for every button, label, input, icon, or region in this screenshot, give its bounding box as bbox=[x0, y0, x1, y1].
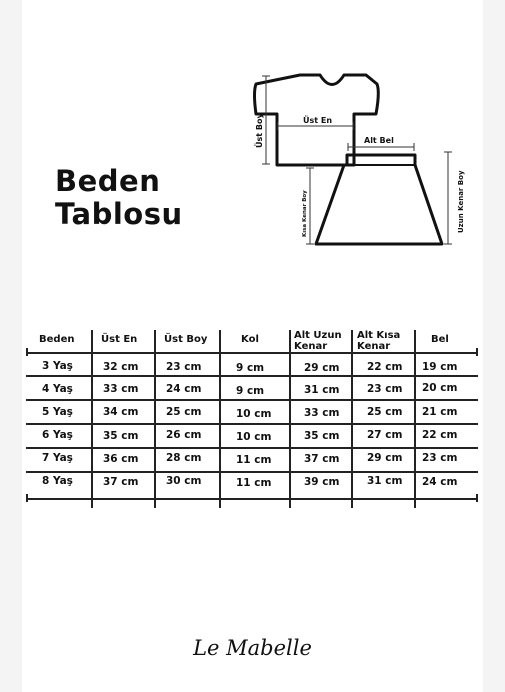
table-cell: 23 cm bbox=[166, 361, 202, 373]
table-cell: 37 cm bbox=[304, 453, 340, 465]
table-cell: 20 cm bbox=[422, 382, 458, 394]
column-divider bbox=[154, 330, 156, 508]
table-cell: 28 cm bbox=[166, 452, 202, 464]
table-cell: 35 cm bbox=[103, 430, 139, 442]
ust-boy-label: Üst Boy bbox=[255, 113, 264, 148]
column-divider bbox=[414, 330, 416, 508]
table-cell: 31 cm bbox=[304, 384, 340, 396]
table-cell: 36 cm bbox=[103, 453, 139, 465]
table-cell: 9 cm bbox=[236, 362, 265, 374]
column-divider bbox=[91, 330, 93, 508]
table-cell: 26 cm bbox=[166, 429, 202, 441]
uzun-kenar-boy-label: Uzun Kenar Boy bbox=[457, 170, 465, 233]
table-cell: 29 cm bbox=[304, 362, 340, 374]
table-cell: 22 cm bbox=[367, 361, 403, 373]
header-bel: Bel bbox=[431, 334, 449, 345]
table-cell: 6 Yaş bbox=[42, 429, 73, 441]
garment-diagram bbox=[22, 0, 483, 260]
table-cell: 37 cm bbox=[103, 476, 139, 488]
brand-logo: Le Mabelle bbox=[193, 636, 312, 660]
table-cell: 25 cm bbox=[367, 406, 403, 418]
table-cell: 19 cm bbox=[422, 361, 458, 373]
table-cell: 35 cm bbox=[304, 430, 340, 442]
table-cell: 21 cm bbox=[422, 406, 458, 418]
header-ust-en: Üst En bbox=[101, 334, 138, 345]
header-kol: Kol bbox=[241, 334, 259, 345]
table-cell: 3 Yaş bbox=[42, 360, 73, 372]
table-cell: 39 cm bbox=[304, 476, 340, 488]
alt-bel-label: Alt Bel bbox=[364, 136, 394, 145]
kisa-kenar-boy-label: Kısa Kenar Boy bbox=[302, 190, 308, 237]
header-beden: Beden bbox=[39, 334, 75, 345]
title-line-1: Beden bbox=[55, 164, 161, 198]
table-cell: 10 cm bbox=[236, 408, 272, 420]
table-cell: 7 Yaş bbox=[42, 452, 73, 464]
table-cell: 10 cm bbox=[236, 431, 272, 443]
table-cell: 33 cm bbox=[103, 383, 139, 395]
table-cell: 27 cm bbox=[367, 429, 403, 441]
table-cell: 8 Yaş bbox=[42, 475, 73, 487]
header-rule bbox=[26, 352, 478, 354]
table-cell: 11 cm bbox=[236, 454, 272, 466]
table-cell: 24 cm bbox=[422, 476, 458, 488]
table-cell: 11 cm bbox=[236, 477, 272, 489]
column-divider bbox=[289, 330, 291, 508]
table-cell: 31 cm bbox=[367, 475, 403, 487]
bottom-rule bbox=[26, 498, 478, 500]
ust-en-label: Üst En bbox=[303, 116, 333, 125]
table-cell: 23 cm bbox=[422, 452, 458, 464]
table-cell: 32 cm bbox=[103, 361, 139, 373]
title-line-2: Tablosu bbox=[55, 197, 183, 231]
column-divider bbox=[351, 330, 353, 508]
table-cell: 33 cm bbox=[304, 407, 340, 419]
header-alt-kisa-kenar: Alt Kısa Kenar bbox=[357, 330, 401, 352]
table-cell: 34 cm bbox=[103, 406, 139, 418]
table-cell: 22 cm bbox=[422, 429, 458, 441]
table-cell: 23 cm bbox=[367, 383, 403, 395]
table-cell: 4 Yaş bbox=[42, 383, 73, 395]
skirt-outline bbox=[316, 155, 442, 244]
header-ust-boy: Üst Boy bbox=[164, 334, 208, 345]
size-table bbox=[26, 330, 478, 512]
header-alt-uzun-kenar: Alt Uzun Kenar bbox=[294, 330, 342, 352]
table-cell: 9 cm bbox=[236, 385, 265, 397]
table-cell: 5 Yaş bbox=[42, 406, 73, 418]
size-chart-page bbox=[22, 0, 483, 692]
table-cell: 30 cm bbox=[166, 475, 202, 487]
column-divider bbox=[219, 330, 221, 508]
table-cell: 25 cm bbox=[166, 406, 202, 418]
table-cell: 24 cm bbox=[166, 383, 202, 395]
table-cell: 29 cm bbox=[367, 452, 403, 464]
